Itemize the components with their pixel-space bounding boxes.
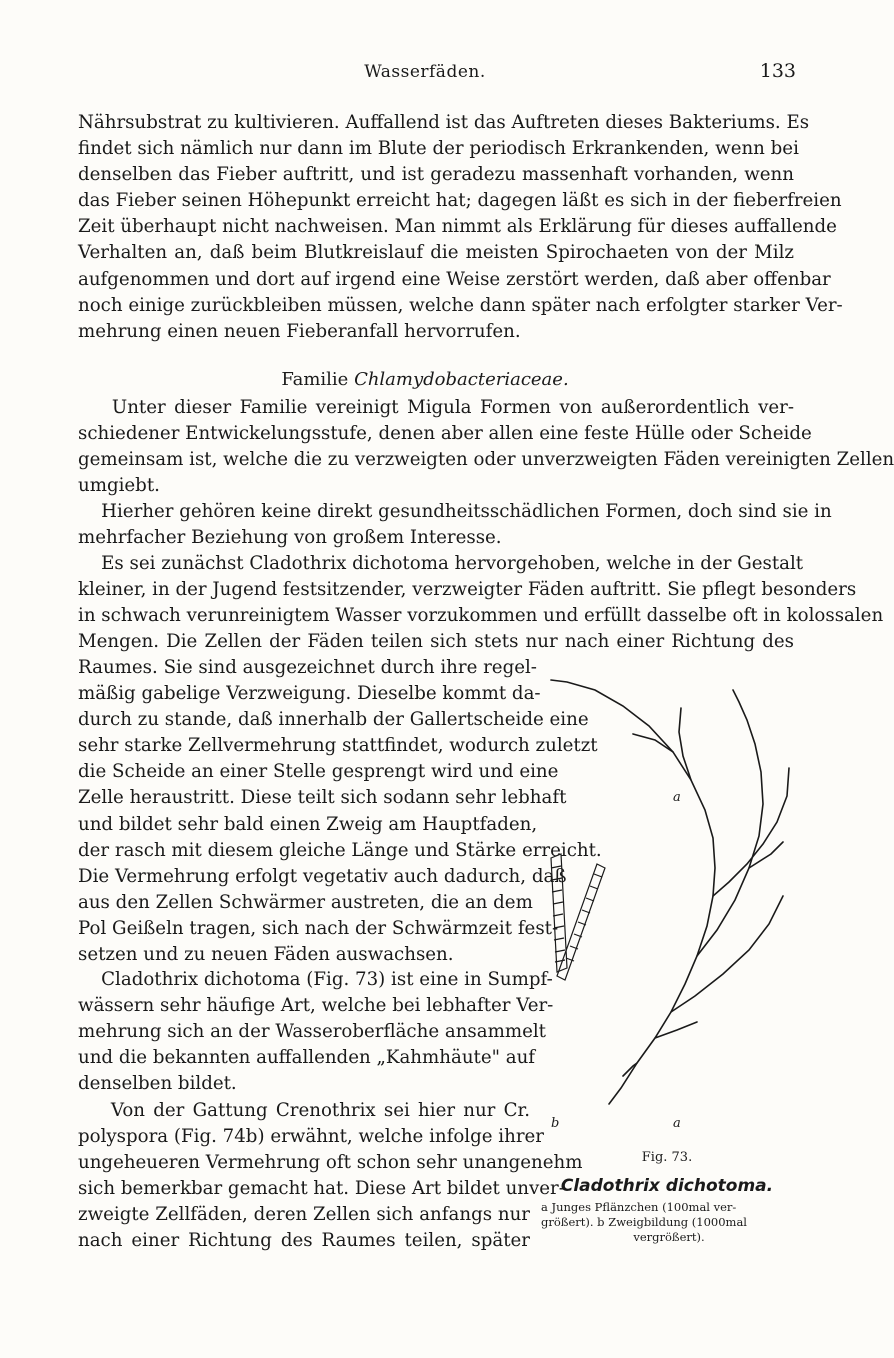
text-line: die Scheide an einer Stelle gesprengt wird und eine: [78, 761, 559, 783]
text-line: Cladothrix dichotoma (Fig. 73) ist eine in Sumpf-: [78, 969, 553, 990]
text-line: Es sei zunächst Cladothrix dichotoma hervorgehoben, welche in der Gestalt: [78, 553, 804, 574]
text-line: Verhalten an, daß beim Blutkreislauf die meisten Spirochaeten von der Milz: [78, 242, 794, 264]
figure-73: [537, 668, 797, 1268]
text-line: umgiebt.: [78, 475, 160, 497]
text-line: Von der Gattung Crenothrix sei hier nur Cr.: [78, 1100, 530, 1121]
caption-line: vergrößert).: [633, 1230, 705, 1244]
text-line: und bildet sehr bald einen Zweig am Hauptfaden,: [78, 813, 538, 835]
text-line: findet sich nämlich nur dann im Blute der periodisch Erkrankenden, wenn bei: [78, 138, 799, 160]
text-line: aufgenommen und dort auf irgend eine Weise zerstört werden, daß aber offenbar: [78, 268, 831, 290]
text-line: zweigte Zellfäden, deren Zellen sich anfangs nur: [78, 1204, 530, 1226]
figure-title: Cladothrix dichotoma.: [560, 1176, 774, 1196]
text-line: denselben das Fieber auftritt, und ist geradezu massenhaft vorhanden, wenn: [78, 164, 794, 186]
text-line: mehrfacher Beziehung von großem Interesse.: [78, 527, 502, 549]
text-line: setzen und zu neuen Fäden auswachsen.: [78, 944, 454, 966]
figure-label-a-top: a: [673, 790, 681, 805]
text-line: polyspora (Fig. 74b) erwähnt, welche infolge ihrer: [78, 1126, 544, 1148]
text-line: schiedener Entwickelungsstufe, denen aber allen eine feste Hülle oder Scheide: [78, 423, 812, 445]
paragraph-cladothrix-wide: [78, 551, 884, 655]
text-line: Pol Geißeln tragen, sich nach der Schwärmzeit fest-: [78, 917, 559, 939]
figure-number: Fig. 73.: [641, 1150, 693, 1165]
text-line: Raumes. Sie sind ausgezeichnet durch ihre regel-: [78, 657, 537, 678]
figure-caption: [541, 1200, 797, 1245]
text-line: Hierher gehören keine direkt gesundheitsschädlichen Formen, doch sind sie in: [78, 501, 832, 522]
text-line: noch einige zurückbleiben müssen, welche dann später nach erfolgter starker Ver-: [78, 294, 843, 316]
page-number: 133: [759, 60, 796, 82]
text-line: wässern sehr häufige Art, welche bei lebhafter Ver-: [78, 995, 554, 1017]
section-heading: [0, 369, 850, 390]
text-line: Zeit überhaupt nicht nachweisen. Man nimmt als Erklärung für dieses auffallende: [78, 216, 837, 238]
paragraph-family-intro: [78, 395, 894, 499]
text-line: und die bekannten auffallenden „Kahmhäute" auf: [78, 1047, 536, 1069]
text-line: ungeheueren Vermehrung oft schon sehr unangenehm: [78, 1152, 583, 1174]
text-line: denselben bildet.: [78, 1073, 237, 1095]
cladothrix-illustration: [537, 668, 797, 1138]
text-line: Mengen. Die Zellen der Fäden teilen sich stets nur nach einer Richtung des: [78, 631, 794, 653]
text-line: sehr starke Zellvermehrung stattfindet, wodurch zuletzt: [78, 735, 598, 757]
text-line: mäßig gabelige Verzweigung. Dieselbe kommt da-: [78, 683, 541, 705]
page-header: [0, 60, 850, 86]
text-line: sich bemerkbar gemacht hat. Diese Art bildet unver-: [78, 1178, 565, 1200]
figure-label-b: b: [551, 1116, 560, 1131]
text-line: Nährsubstrat zu kultivieren. Auffallend ist das Auftreten dieses Bakteriums. Es: [78, 112, 810, 133]
text-line: aus den Zellen Schwärmer austreten, die an dem: [78, 891, 533, 913]
text-line: Zelle heraustritt. Diese teilt sich sodann sehr lebhaft: [78, 787, 567, 809]
text-line: nach einer Richtung des Raumes teilen, später: [78, 1230, 530, 1252]
text-line: der rasch mit diesem gleiche Länge und Stärke erreicht.: [78, 839, 602, 861]
figure-label-a: a: [673, 1116, 681, 1131]
paragraph-interest: [78, 499, 832, 551]
text-line: mehrung sich an der Wasseroberfläche ansammelt: [78, 1021, 546, 1043]
paragraph-malaria-continued: [78, 110, 843, 345]
text-line: mehrung einen neuen Fieberanfall hervorrufen.: [78, 320, 521, 342]
text-line: das Fieber seinen Höhepunkt erreicht hat; dagegen läßt es sich in der fieberfreien: [78, 190, 842, 212]
running-title: Wasserfäden.: [364, 62, 486, 82]
text-line: Die Vermehrung erfolgt vegetativ auch dadurch, daß: [78, 865, 567, 887]
text-line: in schwach verunreinigtem Wasser vorzukommen und erfüllt dasselbe oft in kolossalen: [78, 605, 884, 627]
caption-line: größert). b Zweigbildung (1000mal: [541, 1215, 747, 1229]
text-line: Unter dieser Familie vereinigt Migula Formen von außerordentlich ver-: [78, 397, 794, 418]
heading-prefix: Familie: [281, 369, 349, 390]
text-line: durch zu stande, daß innerhalb der Gallertscheide eine: [78, 709, 589, 731]
text-line: kleiner, in der Jugend festsitzender, verzweigter Fäden auftritt. Sie pflegt besonders: [78, 579, 857, 601]
text-line: gemeinsam ist, welche die zu verzweigten oder unverzweigten Fäden vereinigten Zellen: [78, 449, 894, 471]
heading-family-name: Chlamydobacteriaceae.: [354, 369, 569, 390]
caption-line: a Junges Pflänzchen (100mal ver-: [541, 1200, 737, 1214]
